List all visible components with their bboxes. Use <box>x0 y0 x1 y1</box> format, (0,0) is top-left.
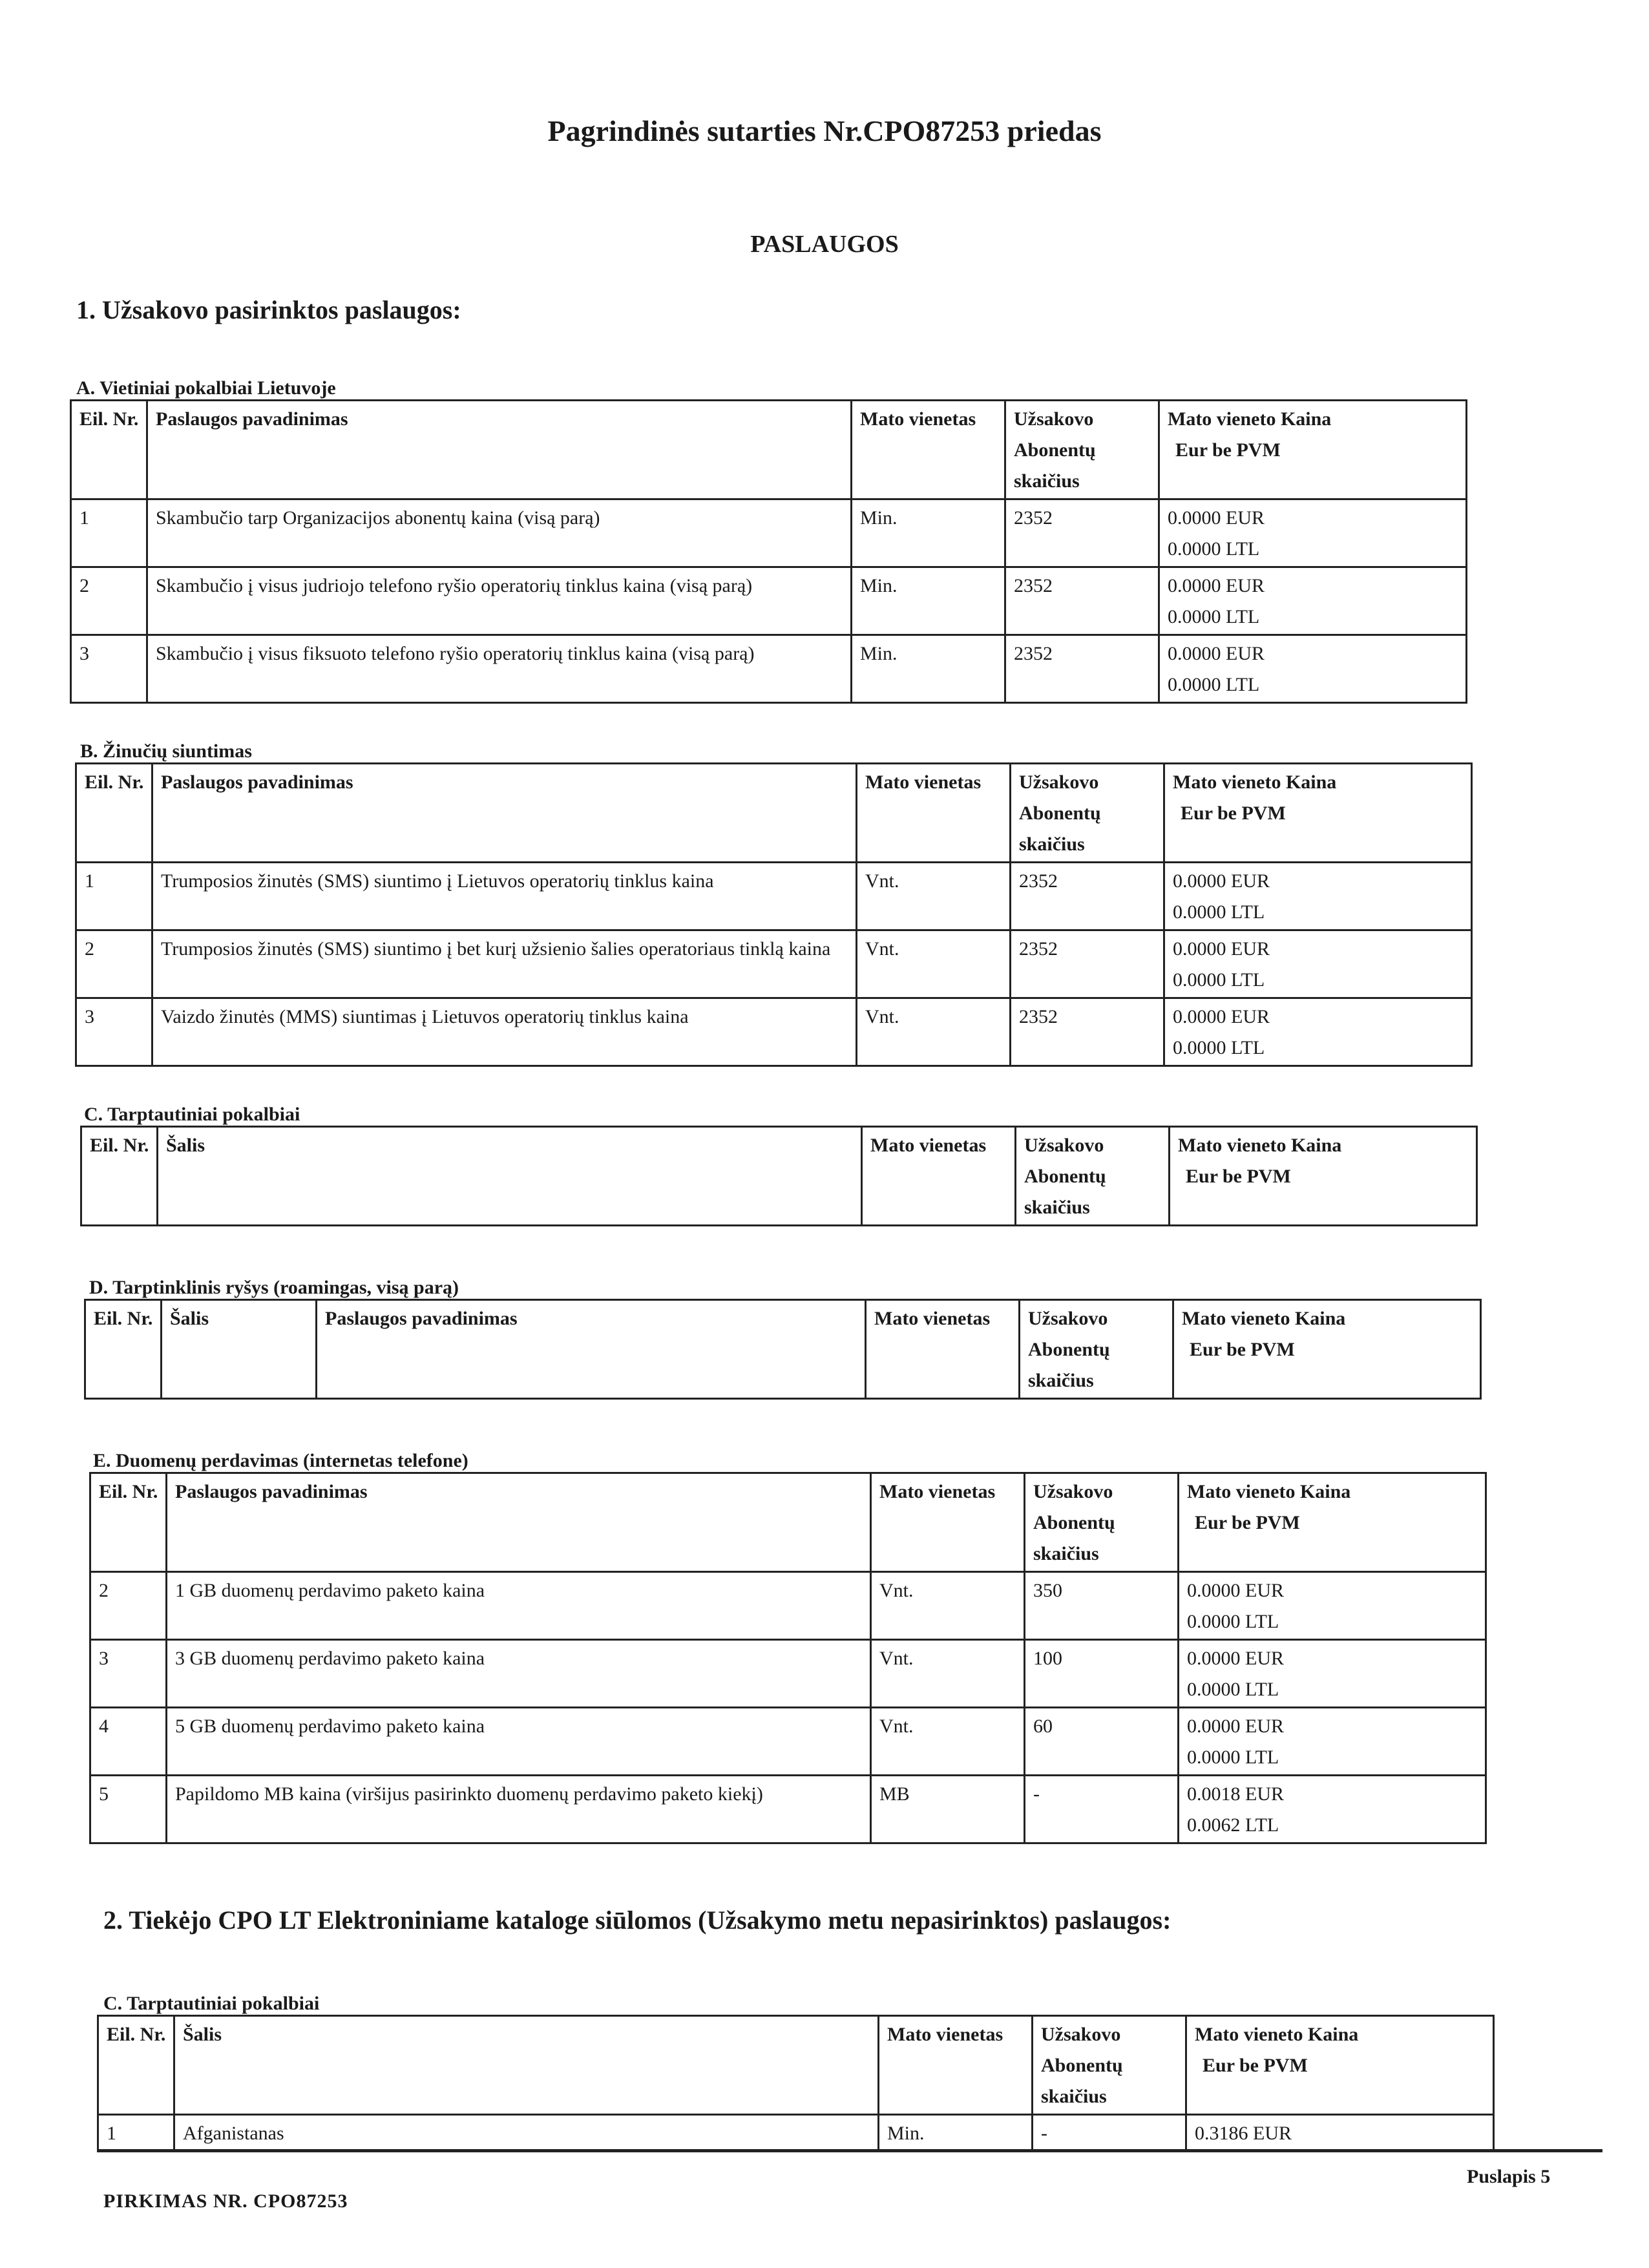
cell-service: Skambučio į visus judriojo telefono ryšio operatorių tinklus kaina (visą parą) <box>147 567 852 635</box>
col-header-service: Paslaugos pavadinimas <box>167 1473 871 1572</box>
cell-qty: 2352 <box>1011 998 1164 1066</box>
cell-service: Trumposios žinutės (SMS) siuntimo į Lietuvos operatorių tinklus kaina <box>152 863 857 930</box>
col-header-unit: Mato vienetas <box>862 1127 1016 1226</box>
cell-price: 0.0000 EUR 0.0000 LTL <box>1179 1708 1486 1776</box>
col-header-no: Eil. Nr. <box>98 2016 174 2115</box>
cell-unit: MB <box>871 1776 1025 1843</box>
table-row <box>76 930 1472 998</box>
cell-qty: - <box>1025 1776 1179 1843</box>
cell-price: 0.0000 EUR 0.0000 LTL <box>1159 567 1467 635</box>
cell-price: 0.0000 EUR 0.0000 LTL <box>1179 1572 1486 1640</box>
col-header-service: Paslaugos pavadinimas <box>317 1300 866 1399</box>
col-header-subscribers: Užsakovo Abonentų skaičius <box>1005 401 1159 499</box>
cell-qty: 2352 <box>1011 930 1164 998</box>
table-b-caption: B. Žinučių siuntimas <box>80 740 252 762</box>
footer-divider <box>97 2149 1602 2152</box>
cell-qty: 100 <box>1025 1640 1179 1708</box>
cell-unit: Vnt. <box>871 1640 1025 1708</box>
footer-procurement-number: PIRKIMAS NR. CPO87253 <box>103 2190 348 2212</box>
section-1-heading: 1. Užsakovo pasirinktos paslaugos: <box>76 295 461 324</box>
table-c2-caption: C. Tarptautiniai pokalbiai <box>103 1993 320 2014</box>
cell-country: Afganistanas <box>174 2115 879 2151</box>
table-row <box>71 499 1467 567</box>
cell-qty: 2352 <box>1005 635 1159 703</box>
col-header-no: Eil. Nr. <box>90 1473 167 1572</box>
col-header-subscribers: Užsakovo Abonentų skaičius <box>1020 1300 1173 1399</box>
cell-unit: Min. <box>852 499 1005 567</box>
cell-price: 0.0018 EUR 0.0062 LTL <box>1179 1776 1486 1843</box>
table-header-row <box>85 1300 1481 1399</box>
table-c <box>80 1126 1478 1226</box>
col-header-price: Mato vieneto Kaina Eur be PVM <box>1170 1127 1477 1226</box>
cell-service: Papildomo MB kaina (viršijus pasirinkto duomenų perdavimo paketo kiekį) <box>167 1776 871 1843</box>
cell-qty: - <box>1033 2115 1186 2151</box>
col-header-no: Eil. Nr. <box>76 764 152 863</box>
cell-unit: Vnt. <box>857 998 1011 1066</box>
page-number: Puslapis 5 <box>1467 2166 1551 2187</box>
cell-price: 0.0000 EUR 0.0000 LTL <box>1159 499 1467 567</box>
col-header-unit: Mato vienetas <box>871 1473 1025 1572</box>
col-header-country: Šalis <box>162 1300 317 1399</box>
col-header-country: Šalis <box>174 2016 879 2115</box>
cell-price: 0.0000 EUR 0.0000 LTL <box>1179 1640 1486 1708</box>
col-header-unit: Mato vienetas <box>857 764 1011 863</box>
cell-service: Vaizdo žinutės (MMS) siuntimas į Lietuvos operatorių tinklus kaina <box>152 998 857 1066</box>
document-title: Pagrindinės sutarties Nr.CPO87253 priedas <box>547 114 1102 147</box>
table-row <box>98 2115 1494 2151</box>
table-header-row <box>81 1127 1477 1226</box>
cell-unit: Min. <box>879 2115 1033 2151</box>
col-header-no: Eil. Nr. <box>85 1300 162 1399</box>
cell-unit: Vnt. <box>857 863 1011 930</box>
cell-qty: 350 <box>1025 1572 1179 1640</box>
table-c-caption: C. Tarptautiniai pokalbiai <box>84 1104 300 1125</box>
col-header-service: Paslaugos pavadinimas <box>152 764 857 863</box>
cell-service: Skambučio į visus fiksuoto telefono ryšio operatorių tinklus kaina (visą parą) <box>147 635 852 703</box>
cell-unit: Vnt. <box>871 1708 1025 1776</box>
col-header-subscribers: Užsakovo Abonentų skaičius <box>1011 764 1164 863</box>
cell-price: 0.0000 EUR 0.0000 LTL <box>1164 930 1472 998</box>
col-header-price: Mato vieneto Kaina Eur be PVM <box>1186 2016 1494 2115</box>
table-row <box>71 567 1467 635</box>
table-row <box>76 998 1472 1066</box>
col-header-subscribers: Užsakovo Abonentų skaičius <box>1016 1127 1170 1226</box>
cell-qty: 2352 <box>1005 499 1159 567</box>
cell-price: 0.0000 EUR 0.0000 LTL <box>1164 863 1472 930</box>
table-row <box>76 863 1472 930</box>
table-header-row <box>71 401 1467 499</box>
table-e <box>89 1472 1487 1844</box>
cell-no: 1 <box>76 863 152 930</box>
table-a <box>70 399 1467 704</box>
cell-no: 2 <box>76 930 152 998</box>
table-row <box>90 1640 1486 1708</box>
cell-service: 5 GB duomenų perdavimo paketo kaina <box>167 1708 871 1776</box>
table-header-row <box>98 2016 1494 2115</box>
table-header-row <box>90 1473 1486 1572</box>
cell-qty: 60 <box>1025 1708 1179 1776</box>
table-a-caption: A. Vietiniai pokalbiai Lietuvoje <box>76 377 336 399</box>
section-2-heading: 2. Tiekėjo CPO LT Elektroniniame kataloge siūlomos (Užsakymo metu nepasirinktos) paslaugos: <box>103 1906 1171 1935</box>
table-header-row <box>76 764 1472 863</box>
col-header-unit: Mato vienetas <box>879 2016 1033 2115</box>
col-header-price: Mato vieneto Kaina Eur be PVM <box>1179 1473 1486 1572</box>
cell-no: 2 <box>90 1572 167 1640</box>
table-d <box>84 1299 1482 1400</box>
col-header-price: Mato vieneto Kaina Eur be PVM <box>1159 401 1467 499</box>
col-header-country: Šalis <box>158 1127 862 1226</box>
cell-no: 2 <box>71 567 147 635</box>
table-b <box>75 762 1473 1067</box>
col-header-price: Mato vieneto Kaina Eur be PVM <box>1164 764 1472 863</box>
cell-no: 3 <box>71 635 147 703</box>
cell-no: 3 <box>76 998 152 1066</box>
col-header-service: Paslaugos pavadinimas <box>147 401 852 499</box>
col-header-price: Mato vieneto Kaina Eur be PVM <box>1173 1300 1481 1399</box>
cell-unit: Min. <box>852 567 1005 635</box>
cell-service: Skambučio tarp Organizacijos abonentų kaina (visą parą) <box>147 499 852 567</box>
cell-qty: 2352 <box>1005 567 1159 635</box>
table-row <box>90 1776 1486 1843</box>
table-row <box>71 635 1467 703</box>
cell-no: 3 <box>90 1640 167 1708</box>
cell-service: 3 GB duomenų perdavimo paketo kaina <box>167 1640 871 1708</box>
table-d-caption: D. Tarptinklinis ryšys (roamingas, visą parą) <box>89 1277 459 1298</box>
cell-price: 0.0000 EUR 0.0000 LTL <box>1159 635 1467 703</box>
cell-price: 0.0000 EUR 0.0000 LTL <box>1164 998 1472 1066</box>
cell-no: 4 <box>90 1708 167 1776</box>
cell-qty: 2352 <box>1011 863 1164 930</box>
table-row <box>90 1708 1486 1776</box>
table-e-caption: E. Duomenų perdavimas (internetas telefone) <box>93 1450 468 1471</box>
col-header-unit: Mato vienetas <box>852 401 1005 499</box>
cell-service: Trumposios žinutės (SMS) siuntimo į bet kurį užsienio šalies operatoriaus tinklą kaina <box>152 930 857 998</box>
cell-price: 0.3186 EUR <box>1186 2115 1494 2151</box>
col-header-subscribers: Užsakovo Abonentų skaičius <box>1025 1473 1179 1572</box>
col-header-subscribers: Užsakovo Abonentų skaičius <box>1033 2016 1186 2115</box>
cell-no: 5 <box>90 1776 167 1843</box>
cell-service: 1 GB duomenų perdavimo paketo kaina <box>167 1572 871 1640</box>
cell-no: 1 <box>98 2115 174 2151</box>
cell-unit: Vnt. <box>857 930 1011 998</box>
col-header-no: Eil. Nr. <box>71 401 147 499</box>
cell-unit: Vnt. <box>871 1572 1025 1640</box>
cell-unit: Min. <box>852 635 1005 703</box>
table-row <box>90 1572 1486 1640</box>
cell-no: 1 <box>71 499 147 567</box>
col-header-unit: Mato vienetas <box>866 1300 1020 1399</box>
table-c2 <box>97 2015 1495 2150</box>
document-subtitle: PASLAUGOS <box>750 231 899 258</box>
col-header-no: Eil. Nr. <box>81 1127 158 1226</box>
